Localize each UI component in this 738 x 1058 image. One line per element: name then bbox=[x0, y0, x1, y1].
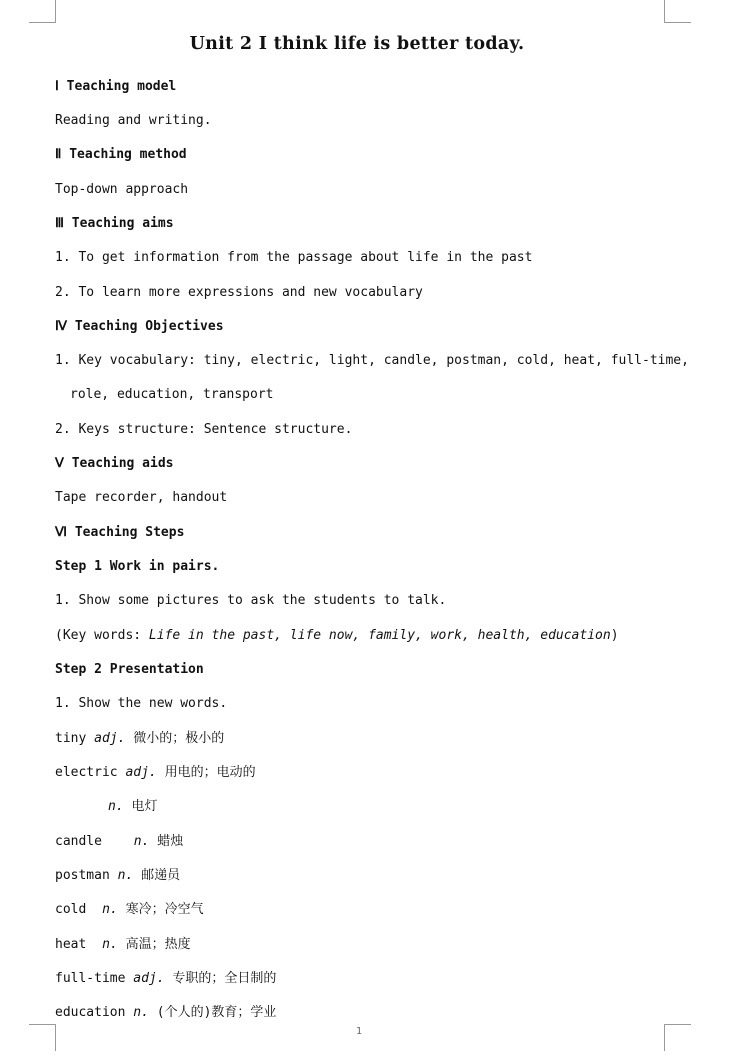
section-heading-teaching-aims bbox=[55, 215, 174, 233]
vocab-meaning: 高温；热度 bbox=[125, 937, 191, 952]
vocab-word: education bbox=[55, 1005, 126, 1020]
vocab-meaning: 微小的；极小的 bbox=[133, 731, 225, 746]
section-heading-teaching-steps bbox=[55, 524, 184, 542]
teaching-method-text: Top-down approach bbox=[55, 182, 189, 197]
vocab-meaning: 寒冷；冷空气 bbox=[125, 902, 204, 917]
vocab-pos: n. bbox=[133, 1005, 149, 1020]
section-numeral: Ⅰ bbox=[55, 79, 59, 94]
vocab-meaning: 用电的；电动的 bbox=[164, 765, 256, 780]
vocab-entry bbox=[55, 833, 183, 851]
vocab-word: electric bbox=[55, 765, 118, 780]
vocab-word: full-time bbox=[55, 971, 126, 986]
vocab-entry bbox=[55, 936, 191, 954]
step-heading: Step 2 Presentation bbox=[55, 662, 204, 677]
vocab-entry bbox=[55, 764, 256, 782]
section-numeral: Ⅴ bbox=[55, 456, 64, 471]
corner-mark-top-right bbox=[664, 0, 691, 23]
teaching-model-text: Reading and writing. bbox=[55, 113, 212, 128]
section-heading-text: Teaching method bbox=[69, 147, 187, 162]
vocab-pos: adj. bbox=[94, 731, 126, 746]
teaching-aids-text: Tape recorder, handout bbox=[55, 490, 228, 505]
section-heading-text: Teaching Steps bbox=[74, 525, 185, 540]
vocab-entry bbox=[108, 798, 158, 816]
vocab-word: candle bbox=[55, 834, 102, 849]
section-heading-text: Teaching model bbox=[66, 79, 177, 94]
vocab-pos: n. bbox=[117, 868, 134, 883]
objective-item: 1. Key vocabulary: tiny, electric, light, candle, postman, cold, heat, full-time, bbox=[55, 353, 689, 368]
vocab-word: cold bbox=[55, 902, 87, 917]
vocab-pos: n. bbox=[102, 937, 118, 952]
vocab-meaning: 电灯 bbox=[131, 799, 158, 814]
vocab-word: postman bbox=[55, 868, 110, 883]
vocab-meaning: 邮递员 bbox=[141, 868, 181, 883]
section-heading-teaching-aids bbox=[55, 455, 173, 473]
key-words-list: Life in the past, life now, family, work, health, education bbox=[148, 628, 611, 643]
section-heading-teaching-objectives bbox=[55, 318, 224, 336]
objective-item: 2. Keys structure: Sentence structure. bbox=[55, 422, 353, 437]
vocab-entry bbox=[55, 730, 224, 748]
vocab-entry bbox=[55, 867, 180, 885]
key-words-close: ) bbox=[610, 628, 619, 643]
key-words-line bbox=[55, 627, 619, 645]
vocab-meaning: 蜡烛 bbox=[157, 834, 184, 849]
document-title: Unit 2 I think life is better today. bbox=[189, 34, 525, 54]
section-numeral: Ⅵ bbox=[55, 525, 67, 540]
section-heading-text: Teaching aims bbox=[71, 216, 174, 231]
teaching-aim-item: 2. To learn more expressions and new vocabulary bbox=[55, 285, 423, 300]
step-item: 1. Show some pictures to ask the students to talk. bbox=[55, 593, 447, 608]
vocab-pos: adj. bbox=[125, 765, 157, 780]
vocab-word: heat bbox=[55, 937, 87, 952]
vocab-pos: n. bbox=[102, 902, 118, 917]
vocab-meaning: (个人的)教育；学业 bbox=[156, 1005, 277, 1020]
vocab-pos: n. bbox=[133, 834, 150, 849]
vocab-pos: adj. bbox=[133, 971, 165, 986]
section-heading-teaching-method bbox=[55, 146, 187, 164]
vocab-pos: n. bbox=[108, 799, 124, 814]
objective-item-continuation: role, education, transport bbox=[70, 387, 274, 402]
section-heading-text: Teaching aids bbox=[71, 456, 174, 471]
step-item: 1. Show the new words. bbox=[55, 696, 228, 711]
step-heading: Step 1 Work in pairs. bbox=[55, 559, 220, 574]
key-words-open: (Key words: bbox=[55, 628, 149, 643]
section-numeral: Ⅱ bbox=[55, 147, 62, 162]
section-heading-teaching-model bbox=[55, 78, 176, 96]
vocab-entry bbox=[55, 1004, 276, 1022]
vocab-word: tiny bbox=[55, 731, 87, 746]
section-numeral: Ⅳ bbox=[55, 319, 67, 334]
corner-mark-top-left bbox=[29, 0, 56, 23]
section-heading-text: Teaching Objectives bbox=[74, 319, 224, 334]
teaching-aim-item: 1. To get information from the passage about life in the past bbox=[55, 250, 533, 265]
vocab-entry bbox=[55, 901, 204, 919]
vocab-entry bbox=[55, 970, 276, 988]
page-number: 1 bbox=[355, 1026, 363, 1037]
section-numeral: Ⅲ bbox=[55, 216, 64, 231]
vocab-meaning: 专职的；全日制的 bbox=[172, 971, 277, 986]
